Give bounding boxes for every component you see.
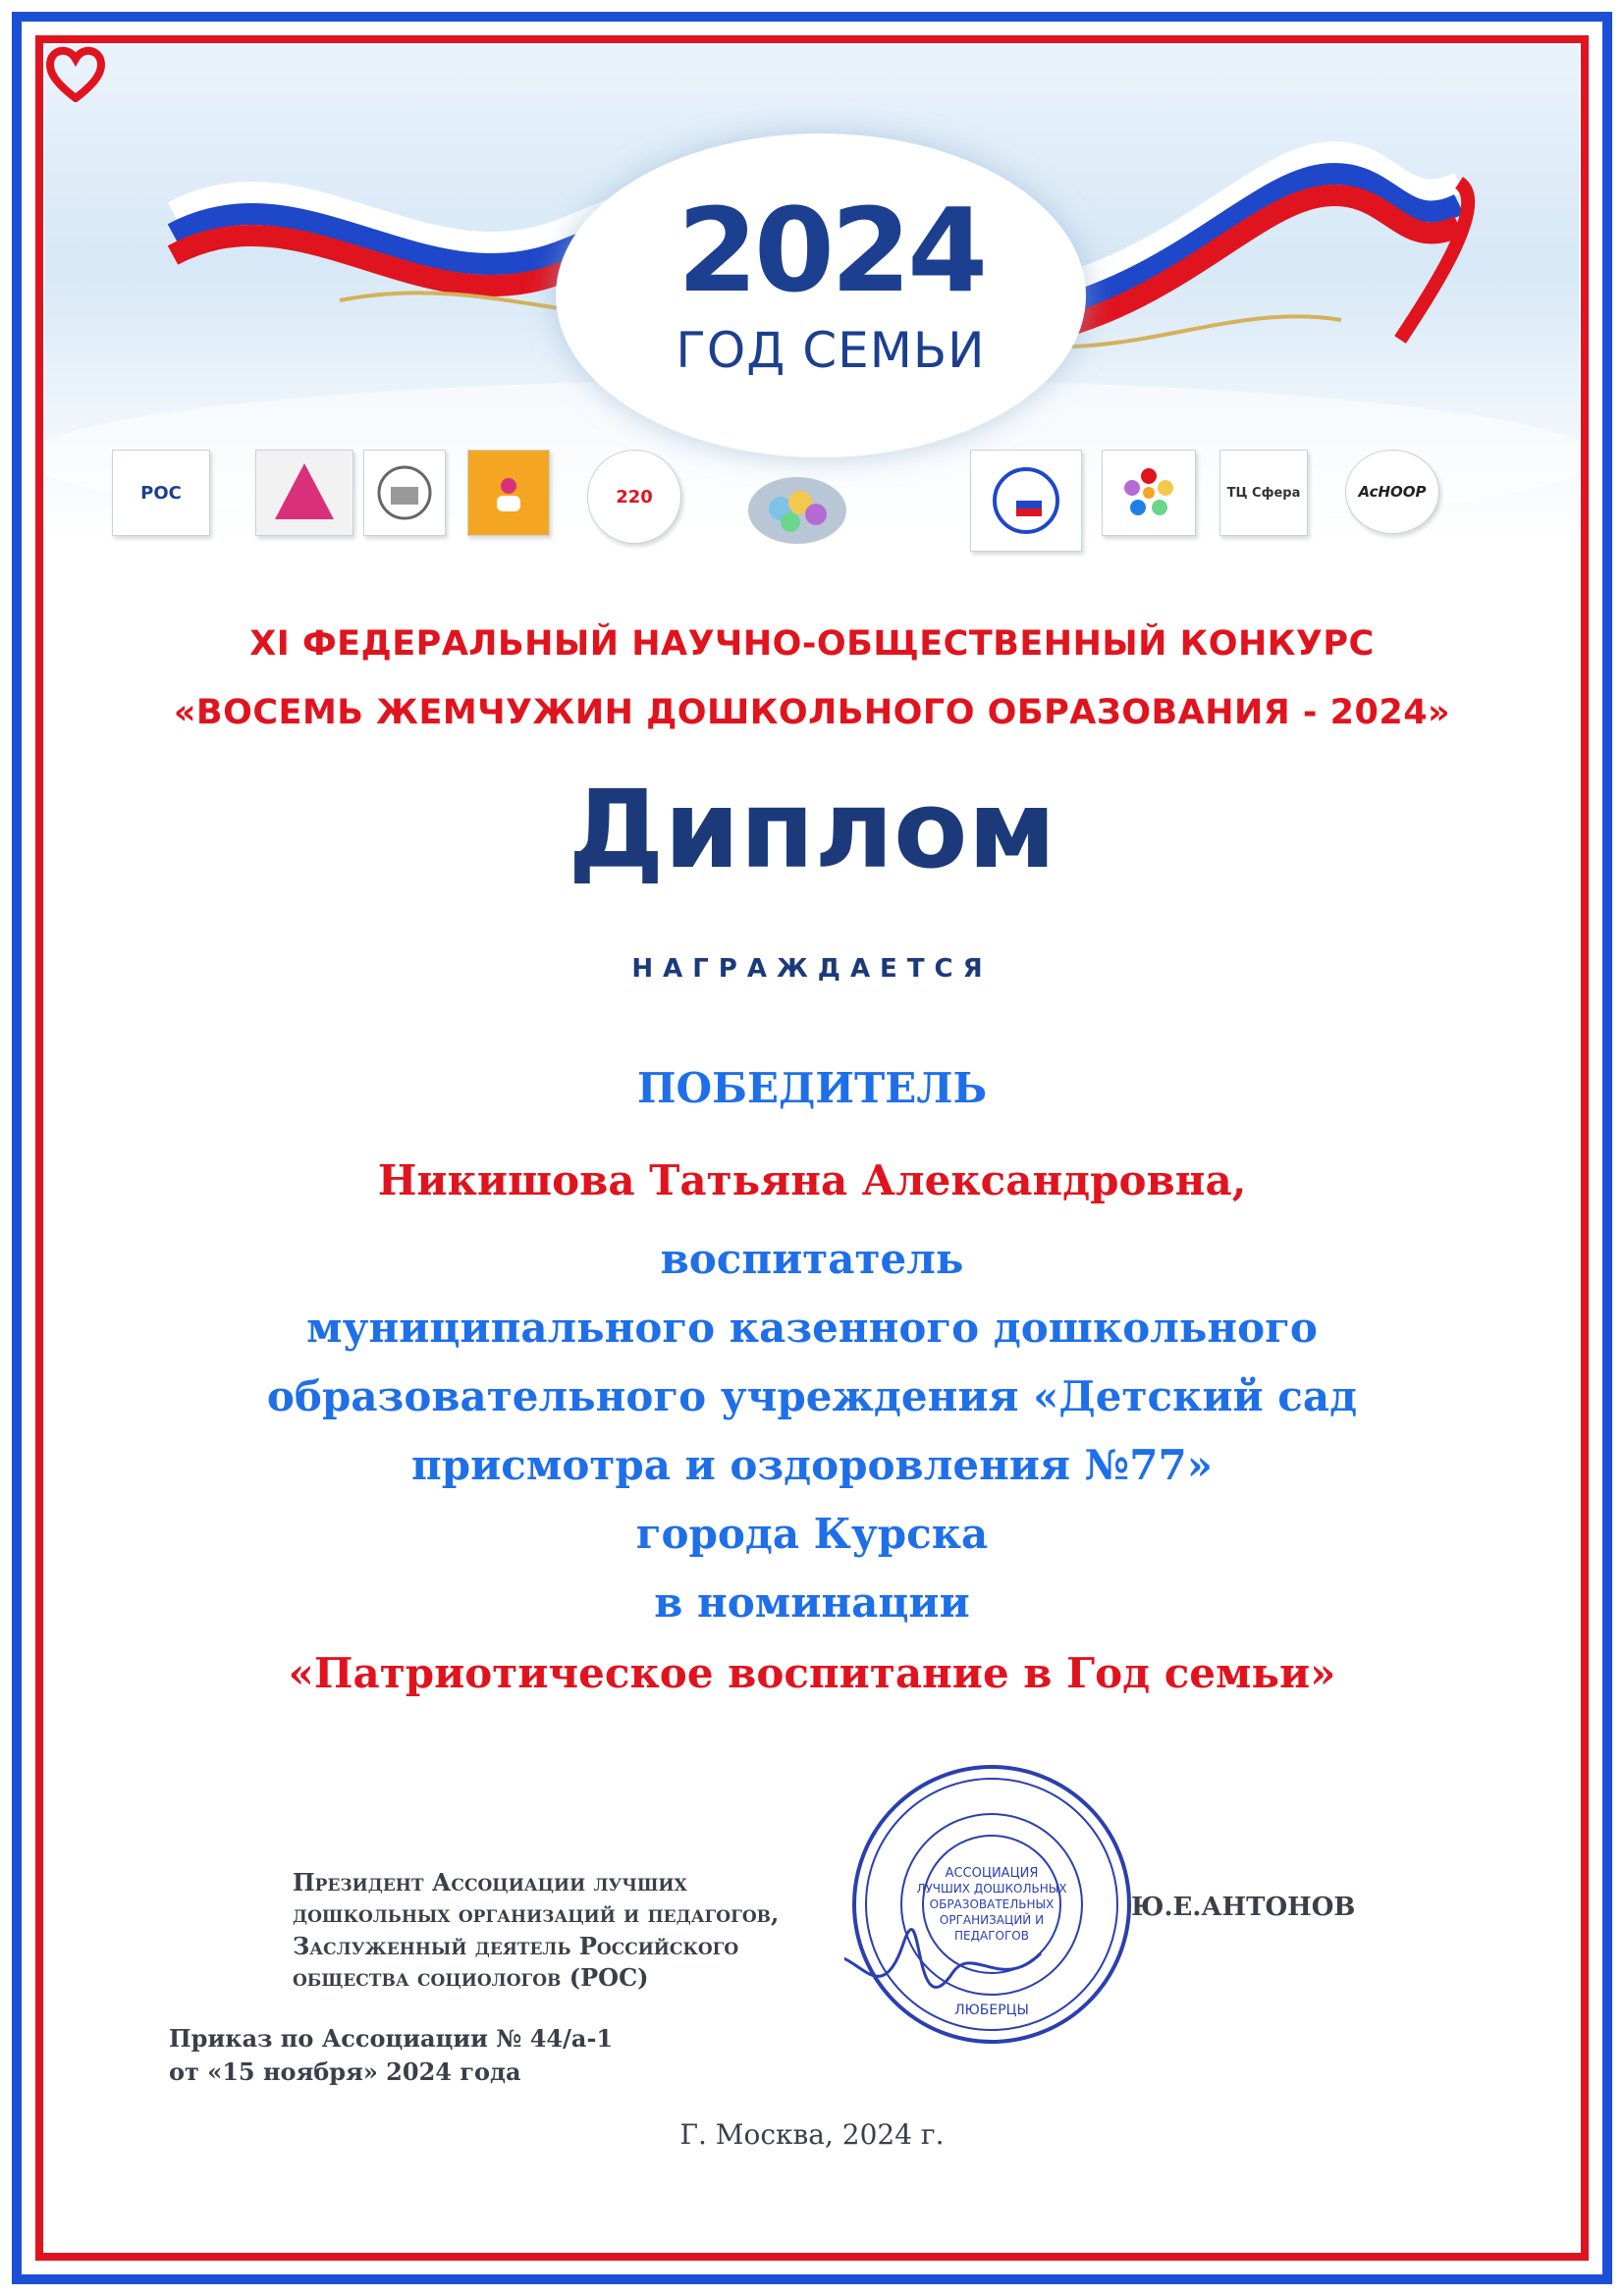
family-logo [467, 450, 550, 536]
year-emblem: 2024 [677, 183, 985, 318]
vestnik-logo-label: 220 [616, 486, 653, 507]
signer-name: Ю.Е.АНТОНОВ [1131, 1893, 1356, 1922]
nomination-label: в номинации [654, 1578, 970, 1627]
organization-line2: образовательного учреждения «Детский сад [266, 1372, 1358, 1420]
family-icon [484, 468, 533, 517]
heart-icon [45, 45, 106, 102]
pearls-icon [743, 452, 851, 550]
contest-title-line1: XI ФЕДЕРАЛЬНЫЙ НАУЧНО-ОБЩЕСТВЕННЫЙ КОНКУРС [249, 624, 1375, 664]
year-caption: ГОД СЕМЬИ [676, 322, 986, 379]
award-rank: ПОБЕДИТЕЛЬ [636, 1064, 988, 1112]
official-stamp [844, 1757, 1139, 2052]
place-and-date: Г. Москва, 2024 г. [679, 2118, 945, 2151]
organization-line1: муниципального казенного дошкольного [306, 1304, 1318, 1352]
stamp-text-4: ОРГАНИЗАЦИЙ И [939, 1913, 1045, 1927]
diploma-title: Диплом [568, 767, 1056, 892]
president-credentials-line1: Президент Ассоциации лучших [293, 1868, 687, 1896]
mpgu-logo [363, 450, 446, 536]
ros-logo [112, 450, 210, 536]
building-icon [375, 463, 434, 522]
globe-flag-icon [987, 461, 1065, 540]
awardee-name: Никишова Татьяна Александровна, [377, 1156, 1247, 1204]
stamp-text-5: ПЕДАГОГОВ [954, 1929, 1029, 1943]
stamp-text-bottom: ЛЮБЕРЦЫ [954, 2002, 1029, 2018]
children-logo [1102, 450, 1196, 536]
partner-logos-row [98, 440, 1492, 558]
triangle-icon [270, 458, 339, 527]
ashoor-logo-label: AcHOOP [1358, 483, 1427, 501]
president-credentials-line4: общества социологов (РОС) [293, 1963, 649, 1993]
awardee-position: воспитатель [660, 1235, 964, 1283]
pearl-logo [740, 450, 854, 552]
ros-logo-label: РОС [140, 482, 182, 504]
sfera-logo-label: ТЦ Сфера [1226, 485, 1301, 501]
awarded-caption: НАГРАЖДАЕТСЯ [631, 954, 993, 984]
ashoor-logo [1345, 450, 1439, 534]
stamp-text-1: АССОЦИАЦИЯ [945, 1866, 1039, 1881]
university-logo [255, 450, 353, 536]
stamp-text-3: ОБРАЗОВАТЕЛЬНЫХ [929, 1897, 1055, 1911]
order-date: от «15 ноября» 2024 года [169, 2056, 521, 2086]
sfera-logo [1219, 450, 1308, 536]
president-credentials-line2: дошкольных организаций и педагогов, [293, 1899, 780, 1929]
order-reference [169, 2022, 613, 2088]
order-number: Приказ по Ассоциации № 44/а-1 [169, 2024, 614, 2053]
organization-line3: присмотра и оздоровления №77» [411, 1441, 1213, 1489]
flag-logo [970, 450, 1082, 552]
vestnik-logo [587, 450, 681, 544]
contest-title-line2: «ВОСЕМЬ ЖЕМЧУЖИН ДОШКОЛЬНОГО ОБРАЗОВАНИЯ - 2024» [173, 693, 1451, 732]
president-credentials-line3: Заслуженный деятель Российского [293, 1931, 739, 1960]
president-credentials [293, 1867, 862, 1995]
flower-icon [1114, 458, 1183, 527]
stamp-text-2: ЛУЧШИХ ДОШКОЛЬНЫХ [916, 1882, 1067, 1896]
nomination-title: «Патриотическое воспитание в Год семьи» [288, 1649, 1336, 1697]
awardee-city: города Курска [635, 1510, 989, 1558]
